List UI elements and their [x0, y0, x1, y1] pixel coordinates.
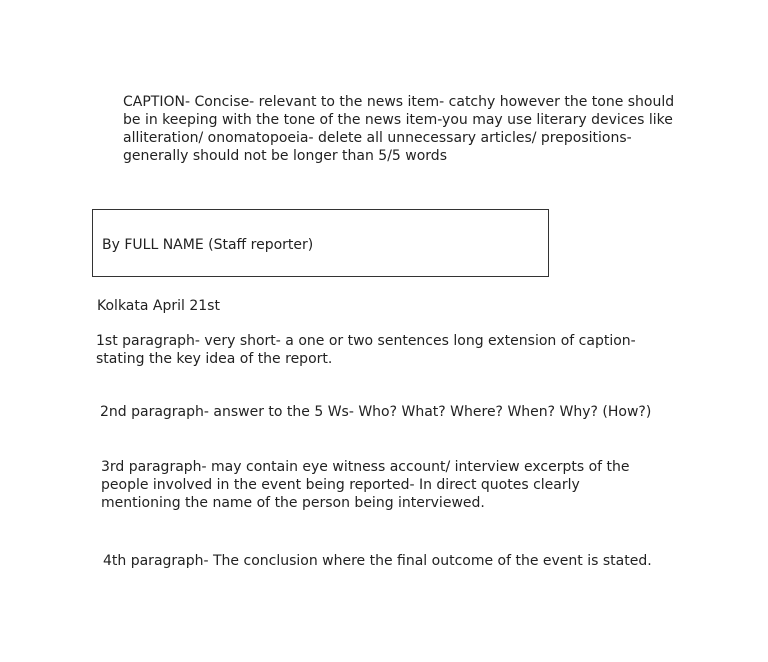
caption-guideline: CAPTION- Concise- relevant to the news item- catchy however the tone should be in keeping with the tone of the news item-you may use literary devices like alliteration/ onomatopoeia- delete all unnecessary articles/ prepositions- generally should not be longer than 5/5 words — [123, 94, 675, 164]
paragraph-2-guideline: 2nd paragraph- answer to the 5 Ws- Who? What? Where? When? Why? (How?) — [100, 404, 652, 420]
byline-text: By FULL NAME (Staff reporter) — [102, 237, 314, 253]
paragraph-3-guideline: 3rd paragraph- may contain eye witness account/ interview excerpts of the people involved in the event being reported- In direct quotes clearly mentioning the name of the person being interviewed. — [101, 459, 630, 511]
byline-box — [92, 209, 549, 277]
dateline: Kolkata April 21st — [97, 298, 220, 314]
paragraph-4-guideline: 4th paragraph- The conclusion where the final outcome of the event is stated. — [103, 553, 652, 569]
paragraph-1-guideline: 1st paragraph- very short- a one or two sentences long extension of caption- stating the key idea of the report. — [96, 333, 636, 367]
